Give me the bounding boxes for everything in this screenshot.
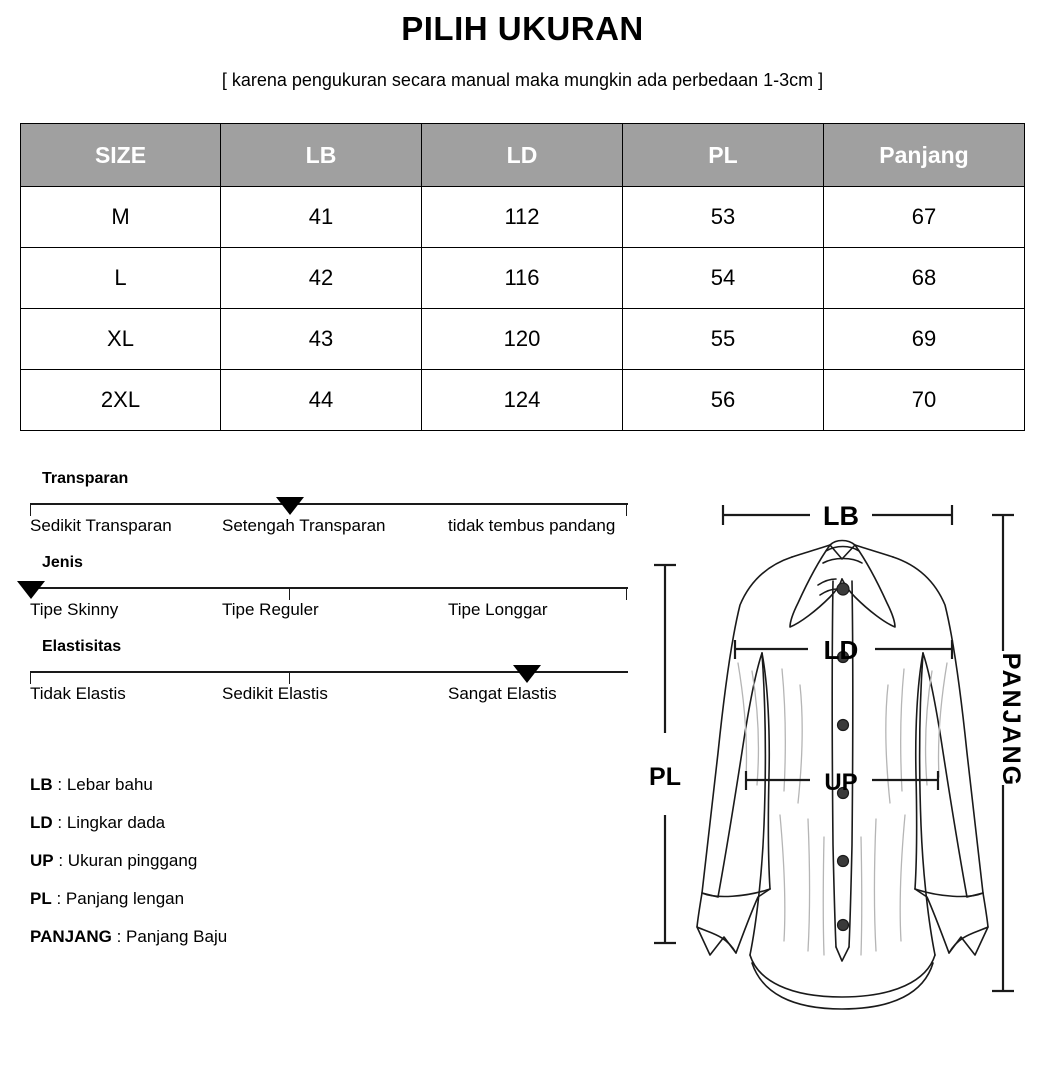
size-table-head [21, 124, 1025, 187]
scale-label-high: Sangat Elastis [448, 684, 557, 703]
cell-ld: 124 [422, 370, 623, 431]
cell-lb: 43 [221, 309, 422, 370]
lower-section [0, 470, 1045, 1092]
cell-size: 2XL [21, 370, 221, 431]
cell-panjang: 68 [824, 248, 1025, 309]
legend-abbr: LB [30, 775, 53, 794]
diagram-label-ld: LD [823, 635, 859, 665]
scale-title-jenis: Jenis [42, 554, 83, 571]
cell-panjang: 69 [824, 309, 1025, 370]
table-header-row [21, 124, 1025, 187]
cell-lb: 41 [221, 187, 422, 248]
legend-abbr: LD [30, 813, 53, 832]
abbreviation-legend [30, 775, 430, 965]
scale-tick-mid [289, 671, 290, 684]
button-icon [838, 920, 849, 931]
button-icon [838, 720, 849, 731]
scale-tick-left [30, 503, 31, 516]
page-subtitle: [ karena pengukuran secara manual maka mungkin ada perbedaan 1-3cm ] [221, 70, 824, 90]
scale-bar-elastisitas [30, 660, 628, 682]
cell-size: M [21, 187, 221, 248]
scale-bar-jenis [30, 576, 628, 598]
cell-pl: 56 [623, 370, 824, 431]
scale-title-elastisitas: Elastisitas [42, 638, 122, 655]
cell-pl: 55 [623, 309, 824, 370]
table-row [21, 370, 1025, 431]
diagram-label-panjang: PANJANG [997, 652, 1025, 788]
column-header-ld: LD [422, 124, 623, 187]
column-header-lb: LB [221, 124, 422, 187]
scale-marker-triangle-icon [276, 497, 304, 515]
scale-label-high: Tipe Longgar [448, 600, 548, 619]
legend-abbr: PANJANG [30, 927, 112, 946]
legend-desc: Panjang lengan [65, 889, 185, 908]
cell-ld: 112 [422, 187, 623, 248]
scale-labels-jenis [30, 600, 628, 626]
scale-marker-triangle-icon [17, 581, 45, 599]
legend-sep: : [111, 927, 127, 946]
legend-abbr: PL [30, 889, 52, 908]
legend-desc: Ukuran pinggang [67, 851, 198, 870]
legend-item-panjang [30, 927, 430, 947]
scale-label-low: Tidak Elastis [30, 684, 126, 703]
table-row [21, 309, 1025, 370]
cell-pl: 53 [623, 187, 824, 248]
garment-measurement-diagram [640, 485, 1045, 1085]
cell-lb: 42 [221, 248, 422, 309]
cell-ld: 120 [422, 309, 623, 370]
scale-tick-left [30, 671, 31, 684]
size-table [20, 123, 1025, 431]
scale-tick-mid [289, 587, 290, 600]
size-table-wrapper [20, 123, 1025, 431]
cell-size: L [21, 248, 221, 309]
table-row [21, 187, 1025, 248]
cell-panjang: 67 [824, 187, 1025, 248]
legend-item-ld [30, 813, 430, 833]
scale-labels-transparan [30, 516, 628, 542]
legend-sep: : [52, 813, 67, 832]
cell-size: XL [21, 309, 221, 370]
scale-title-transparan: Transparan [42, 470, 129, 487]
scale-label-mid: Tipe Reguler [222, 600, 319, 619]
scale-elastisitas [30, 638, 630, 710]
cell-lb: 44 [221, 370, 422, 431]
page-title: PILIH UKURAN [401, 10, 644, 47]
legend-item-up [30, 851, 430, 871]
legend-sep: : [51, 889, 66, 908]
button-icon [838, 856, 849, 867]
scale-line [30, 587, 628, 589]
scale-label-high: tidak tembus pandang [448, 516, 616, 535]
legend-desc: Lebar bahu [66, 775, 153, 794]
legend-abbr: UP [30, 851, 54, 870]
cell-panjang: 70 [824, 370, 1025, 431]
column-header-size: SIZE [21, 124, 221, 187]
button-icon [837, 583, 849, 595]
scale-label-mid: Sedikit Elastis [222, 684, 328, 703]
legend-sep: : [52, 775, 67, 794]
scale-label-mid: Setengah Transparan [222, 516, 386, 535]
cell-pl: 54 [623, 248, 824, 309]
scale-label-low: Tipe Skinny [30, 600, 119, 619]
scale-label-low: Sedikit Transparan [30, 516, 172, 535]
scale-line [30, 503, 628, 505]
column-header-pl: PL [623, 124, 824, 187]
table-row [21, 248, 1025, 309]
attribute-scales [30, 470, 630, 722]
legend-item-lb [30, 775, 430, 795]
legend-sep: : [53, 851, 68, 870]
size-table-body [21, 187, 1025, 431]
cell-ld: 116 [422, 248, 623, 309]
legend-desc: Lingkar dada [66, 813, 166, 832]
scale-tick-right [626, 503, 627, 516]
diagram-label-lb: LB [823, 501, 859, 531]
legend-item-pl [30, 889, 430, 909]
diagram-label-up: UP [824, 769, 858, 796]
legend-desc: Panjang Baju [126, 927, 228, 946]
scale-marker-triangle-icon [513, 665, 541, 683]
scale-transparan [30, 470, 630, 542]
scale-labels-elastisitas [30, 684, 628, 710]
scale-tick-right [626, 587, 627, 600]
column-header-panjang: Panjang [824, 124, 1025, 187]
diagram-label-pl: PL [649, 763, 681, 791]
scale-bar-transparan [30, 492, 628, 514]
scale-jenis [30, 554, 630, 626]
